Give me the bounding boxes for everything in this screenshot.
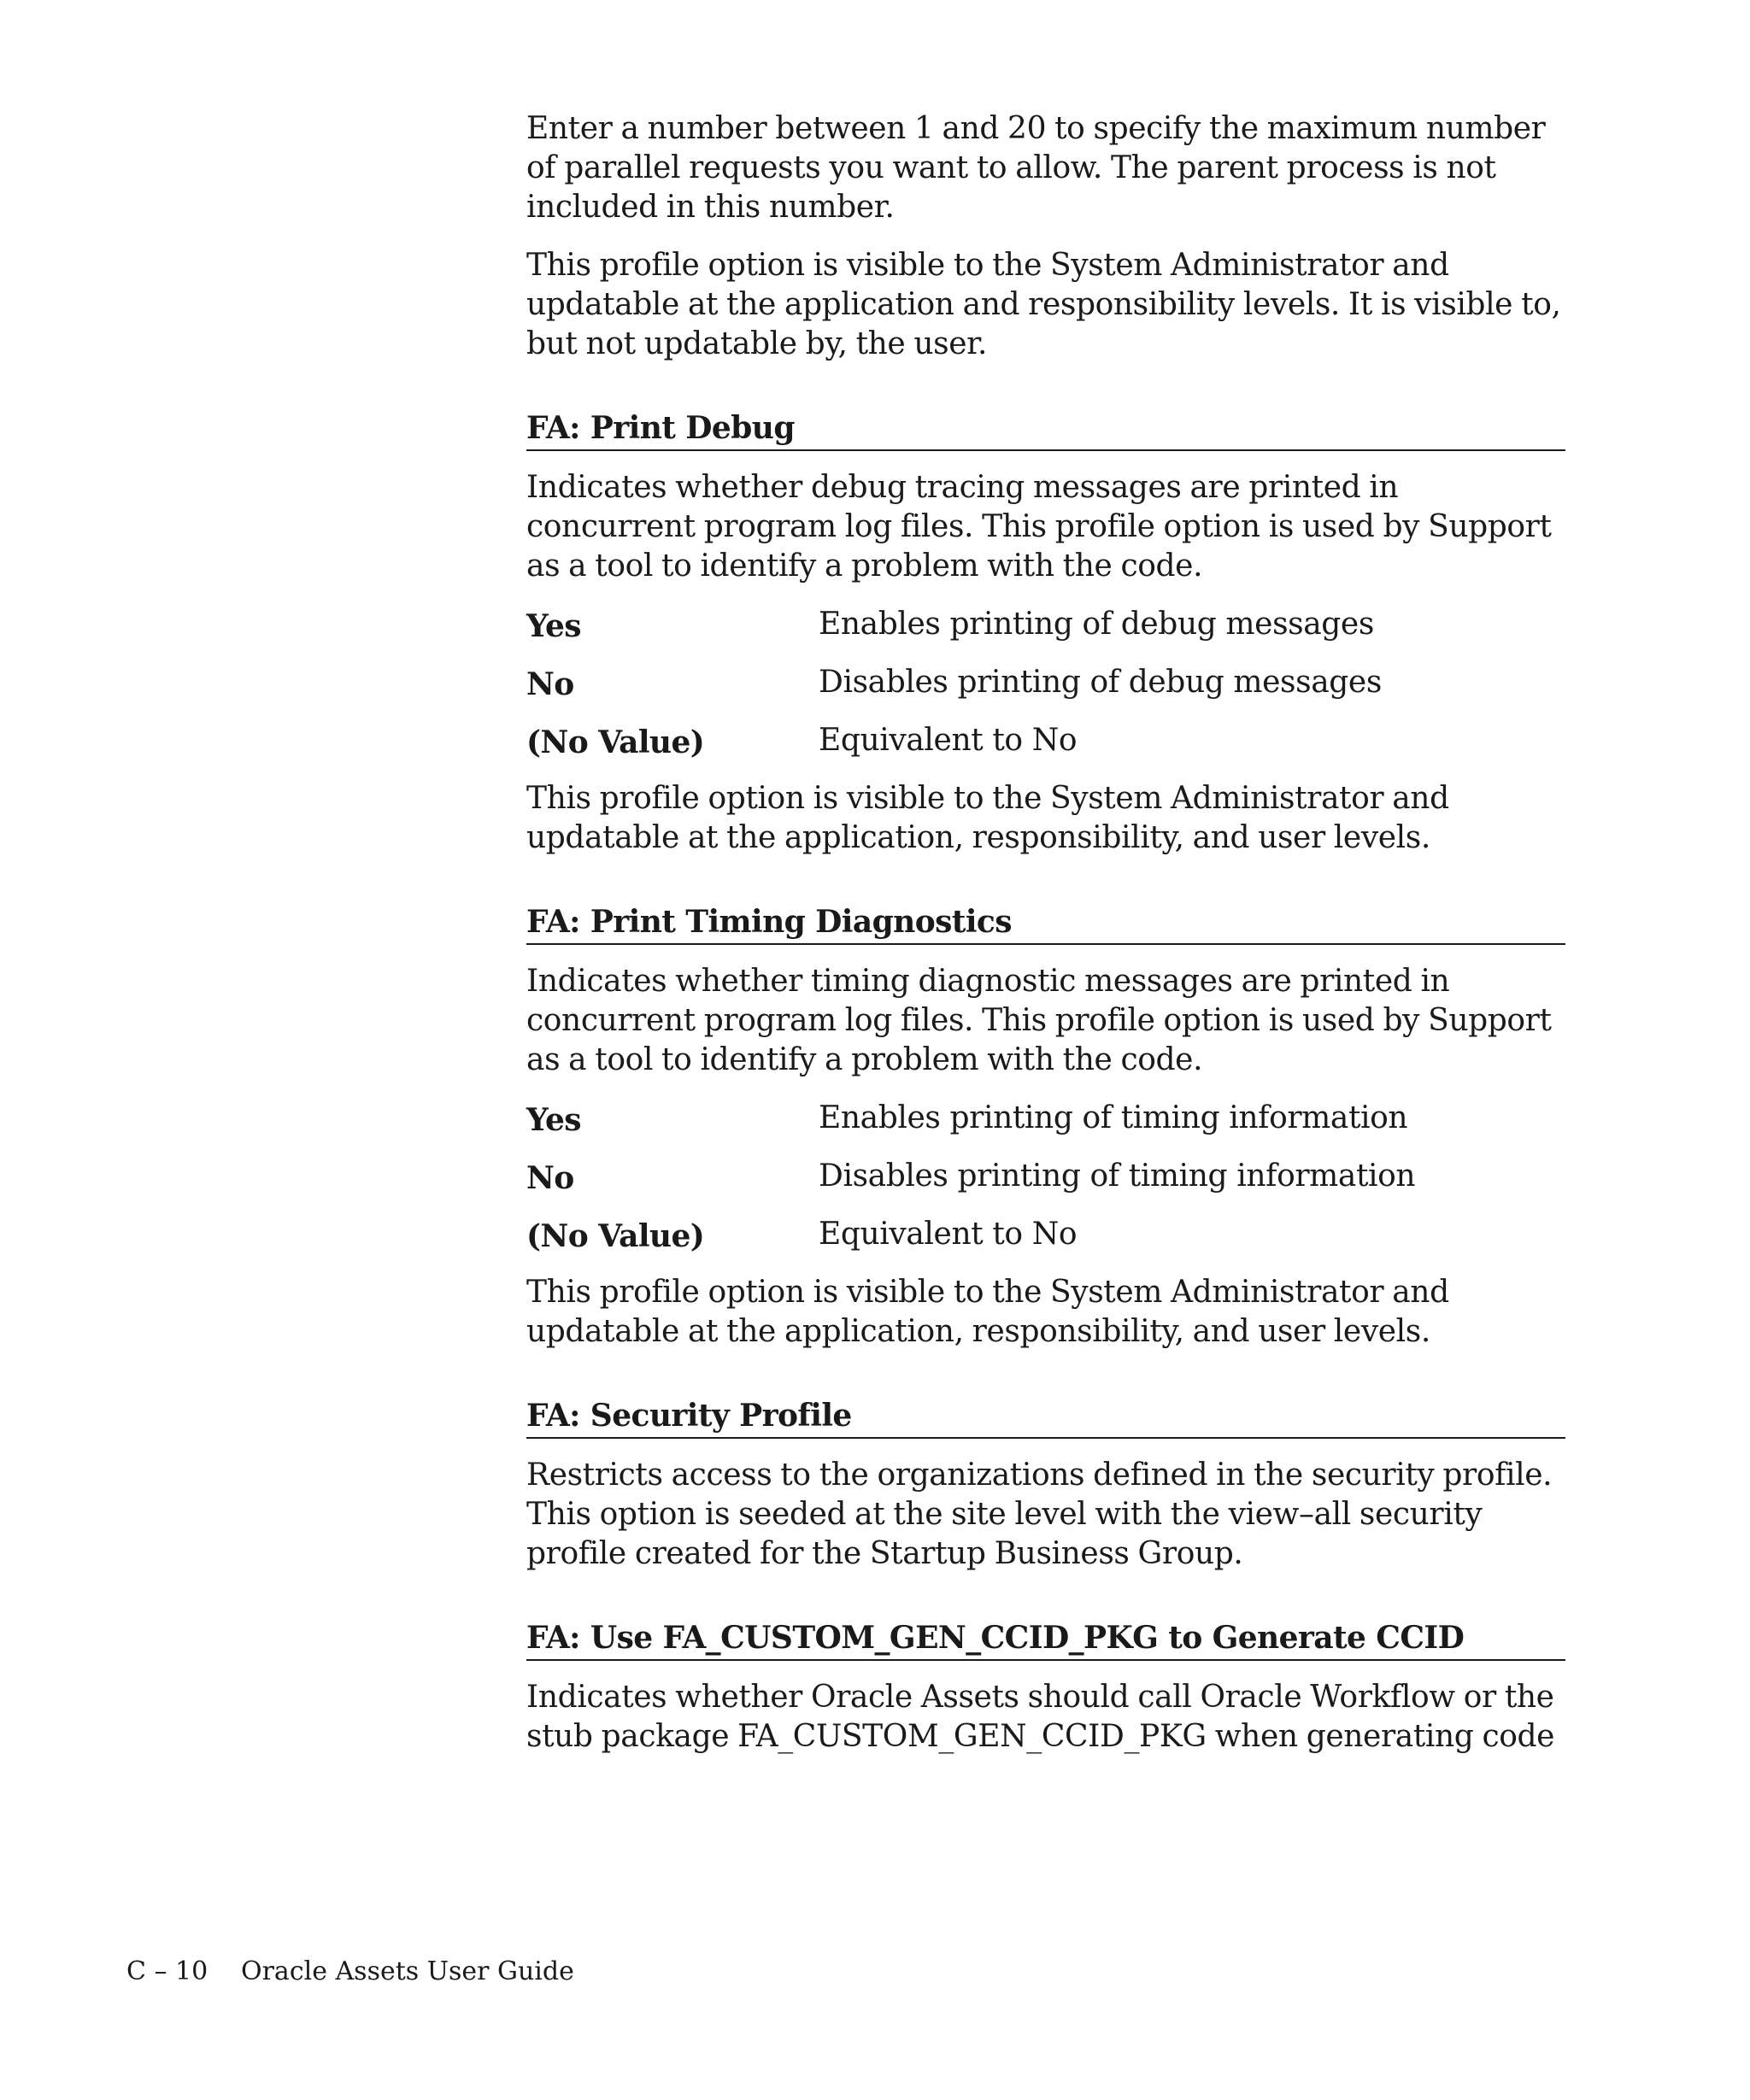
intro-paragraph-1: Enter a number between 1 and 20 to specify the maximum number of parallel requests you want to allow. The parent process is not included in this number.: [526, 111, 1546, 225]
option-description: Enables printing of timing information: [819, 1100, 1408, 1135]
section-custom-gen-ccid: [526, 1618, 1565, 1757]
option-description: Disables printing of timing information: [819, 1159, 1416, 1194]
section-heading-custom-gen-ccid: FA: Use FA_CUSTOM_GEN_CCID_PKG to Generate CCID: [526, 1618, 1565, 1661]
option-description: Equivalent to No: [819, 1217, 1078, 1252]
section-description: Indicates whether timing diagnostic messages are printed in concurrent program log files. This profile option is used by Support as a tool to identify a problem with the code.: [526, 964, 1552, 1077]
option-row-no: [526, 663, 1565, 702]
section-description: Restricts access to the organizations defined in the security profile. This option is seeded at the site level with the view–all security profile created for the Startup Business Group.: [526, 1458, 1553, 1571]
section-security-profile: [526, 1396, 1565, 1574]
section-print-debug: [526, 408, 1565, 858]
page-content: [526, 109, 1565, 1775]
section-description: Indicates whether debug tracing messages are printed in concurrent program log files. This profile option is used by Support as a tool to identify a problem with the code.: [526, 470, 1552, 584]
option-row-yes: [526, 605, 1565, 644]
option-description: Enables printing of debug messages: [819, 607, 1374, 642]
section-description: Indicates whether Oracle Assets should call Oracle Workflow or the stub package FA_CUSTOM_GEN_CCID_PKG when generating code: [526, 1680, 1555, 1754]
intro-paragraph-2: This profile option is visible to the System Administrator and updatable at the application and responsibility levels. It is visible to, but not updatable by, the user.: [526, 248, 1561, 361]
section-heading-print-debug: FA: Print Debug: [526, 408, 1565, 451]
option-name: No: [526, 1160, 574, 1196]
section-visibility-note: This profile option is visible to the System Administrator and updatable at the application, responsibility, and user levels.: [526, 1275, 1449, 1349]
section-print-timing-diagnostics: [526, 902, 1565, 1352]
option-name: (No Value): [526, 1218, 705, 1254]
section-heading-print-timing: FA: Print Timing Diagnostics: [526, 902, 1565, 945]
option-name: No: [526, 666, 574, 702]
option-row-yes: [526, 1099, 1565, 1138]
option-row-no-value: [526, 1215, 1565, 1254]
option-row-no-value: [526, 721, 1565, 760]
section-visibility-note: This profile option is visible to the System Administrator and updatable at the application, responsibility, and user levels.: [526, 781, 1449, 855]
option-name: Yes: [526, 608, 581, 644]
option-name: (No Value): [526, 724, 705, 760]
page-number: C – 10: [126, 1956, 208, 1986]
option-description: Equivalent to No: [819, 723, 1078, 758]
option-row-no: [526, 1157, 1565, 1196]
option-name: Yes: [526, 1102, 581, 1138]
book-title: Oracle Assets User Guide: [241, 1956, 574, 1986]
option-description: Disables printing of debug messages: [819, 665, 1382, 700]
page-footer: [126, 1955, 574, 1989]
section-heading-security-profile: FA: Security Profile: [526, 1396, 1565, 1439]
